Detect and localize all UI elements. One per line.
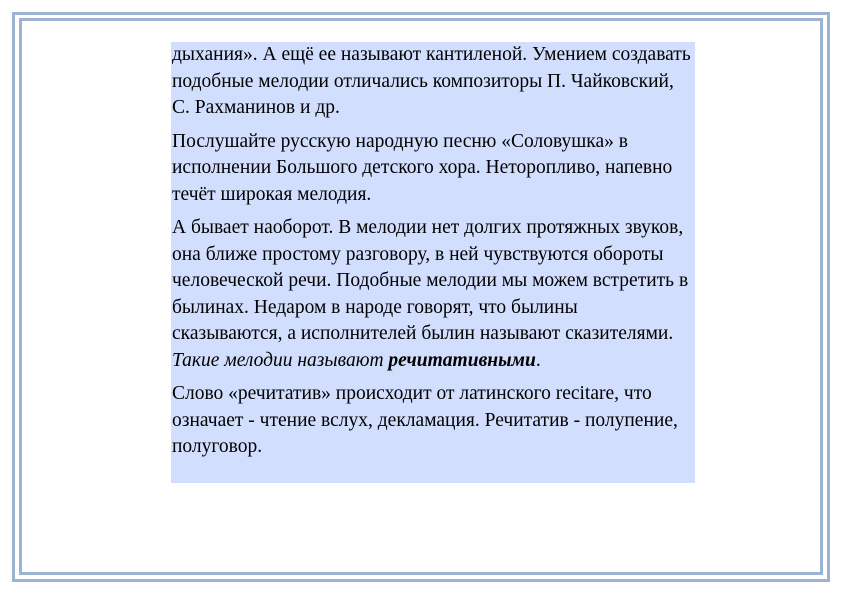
term-recitative: речитативными bbox=[388, 349, 536, 371]
paragraph-text: А бывает наоборот. В мелодии нет долгих протяжных звуков, она ближе простому разговору, в ней чувствуются обороты человеческой речи. Подобные мелодии мы можем встретить в былинах. Недаром в народе говорят, что былины сказываются, а исполнителей былин называют сказителями. bbox=[172, 217, 689, 344]
paragraph-italic-text: Такие мелодии называют bbox=[172, 349, 384, 371]
paragraph-solovushka bbox=[172, 129, 691, 209]
paragraph-text: Слово «речитатив» происходит от латинского recitare, что означает - чтение вслух, декламация. Речитатив - полупение, полуговор. bbox=[172, 383, 678, 457]
paragraph-cantilena bbox=[172, 42, 691, 122]
text-box bbox=[171, 42, 695, 483]
paragraph-text: Послушайте русскую народную песню «Соловушка» в исполнении Большого детского хора. Неторопливо, напевно течёт широкая мелодия. bbox=[172, 130, 673, 205]
paragraph-recitative-origin bbox=[172, 381, 691, 461]
paragraph-text: дыхания». А ещё ее называют кантиленой. Умением создавать подобные мелодии отличались композиторы П. Чайковский, С. Рахманинов и др. bbox=[172, 44, 691, 118]
paragraph-bylina bbox=[172, 215, 691, 374]
paragraph-end-punct: . bbox=[535, 349, 541, 371]
